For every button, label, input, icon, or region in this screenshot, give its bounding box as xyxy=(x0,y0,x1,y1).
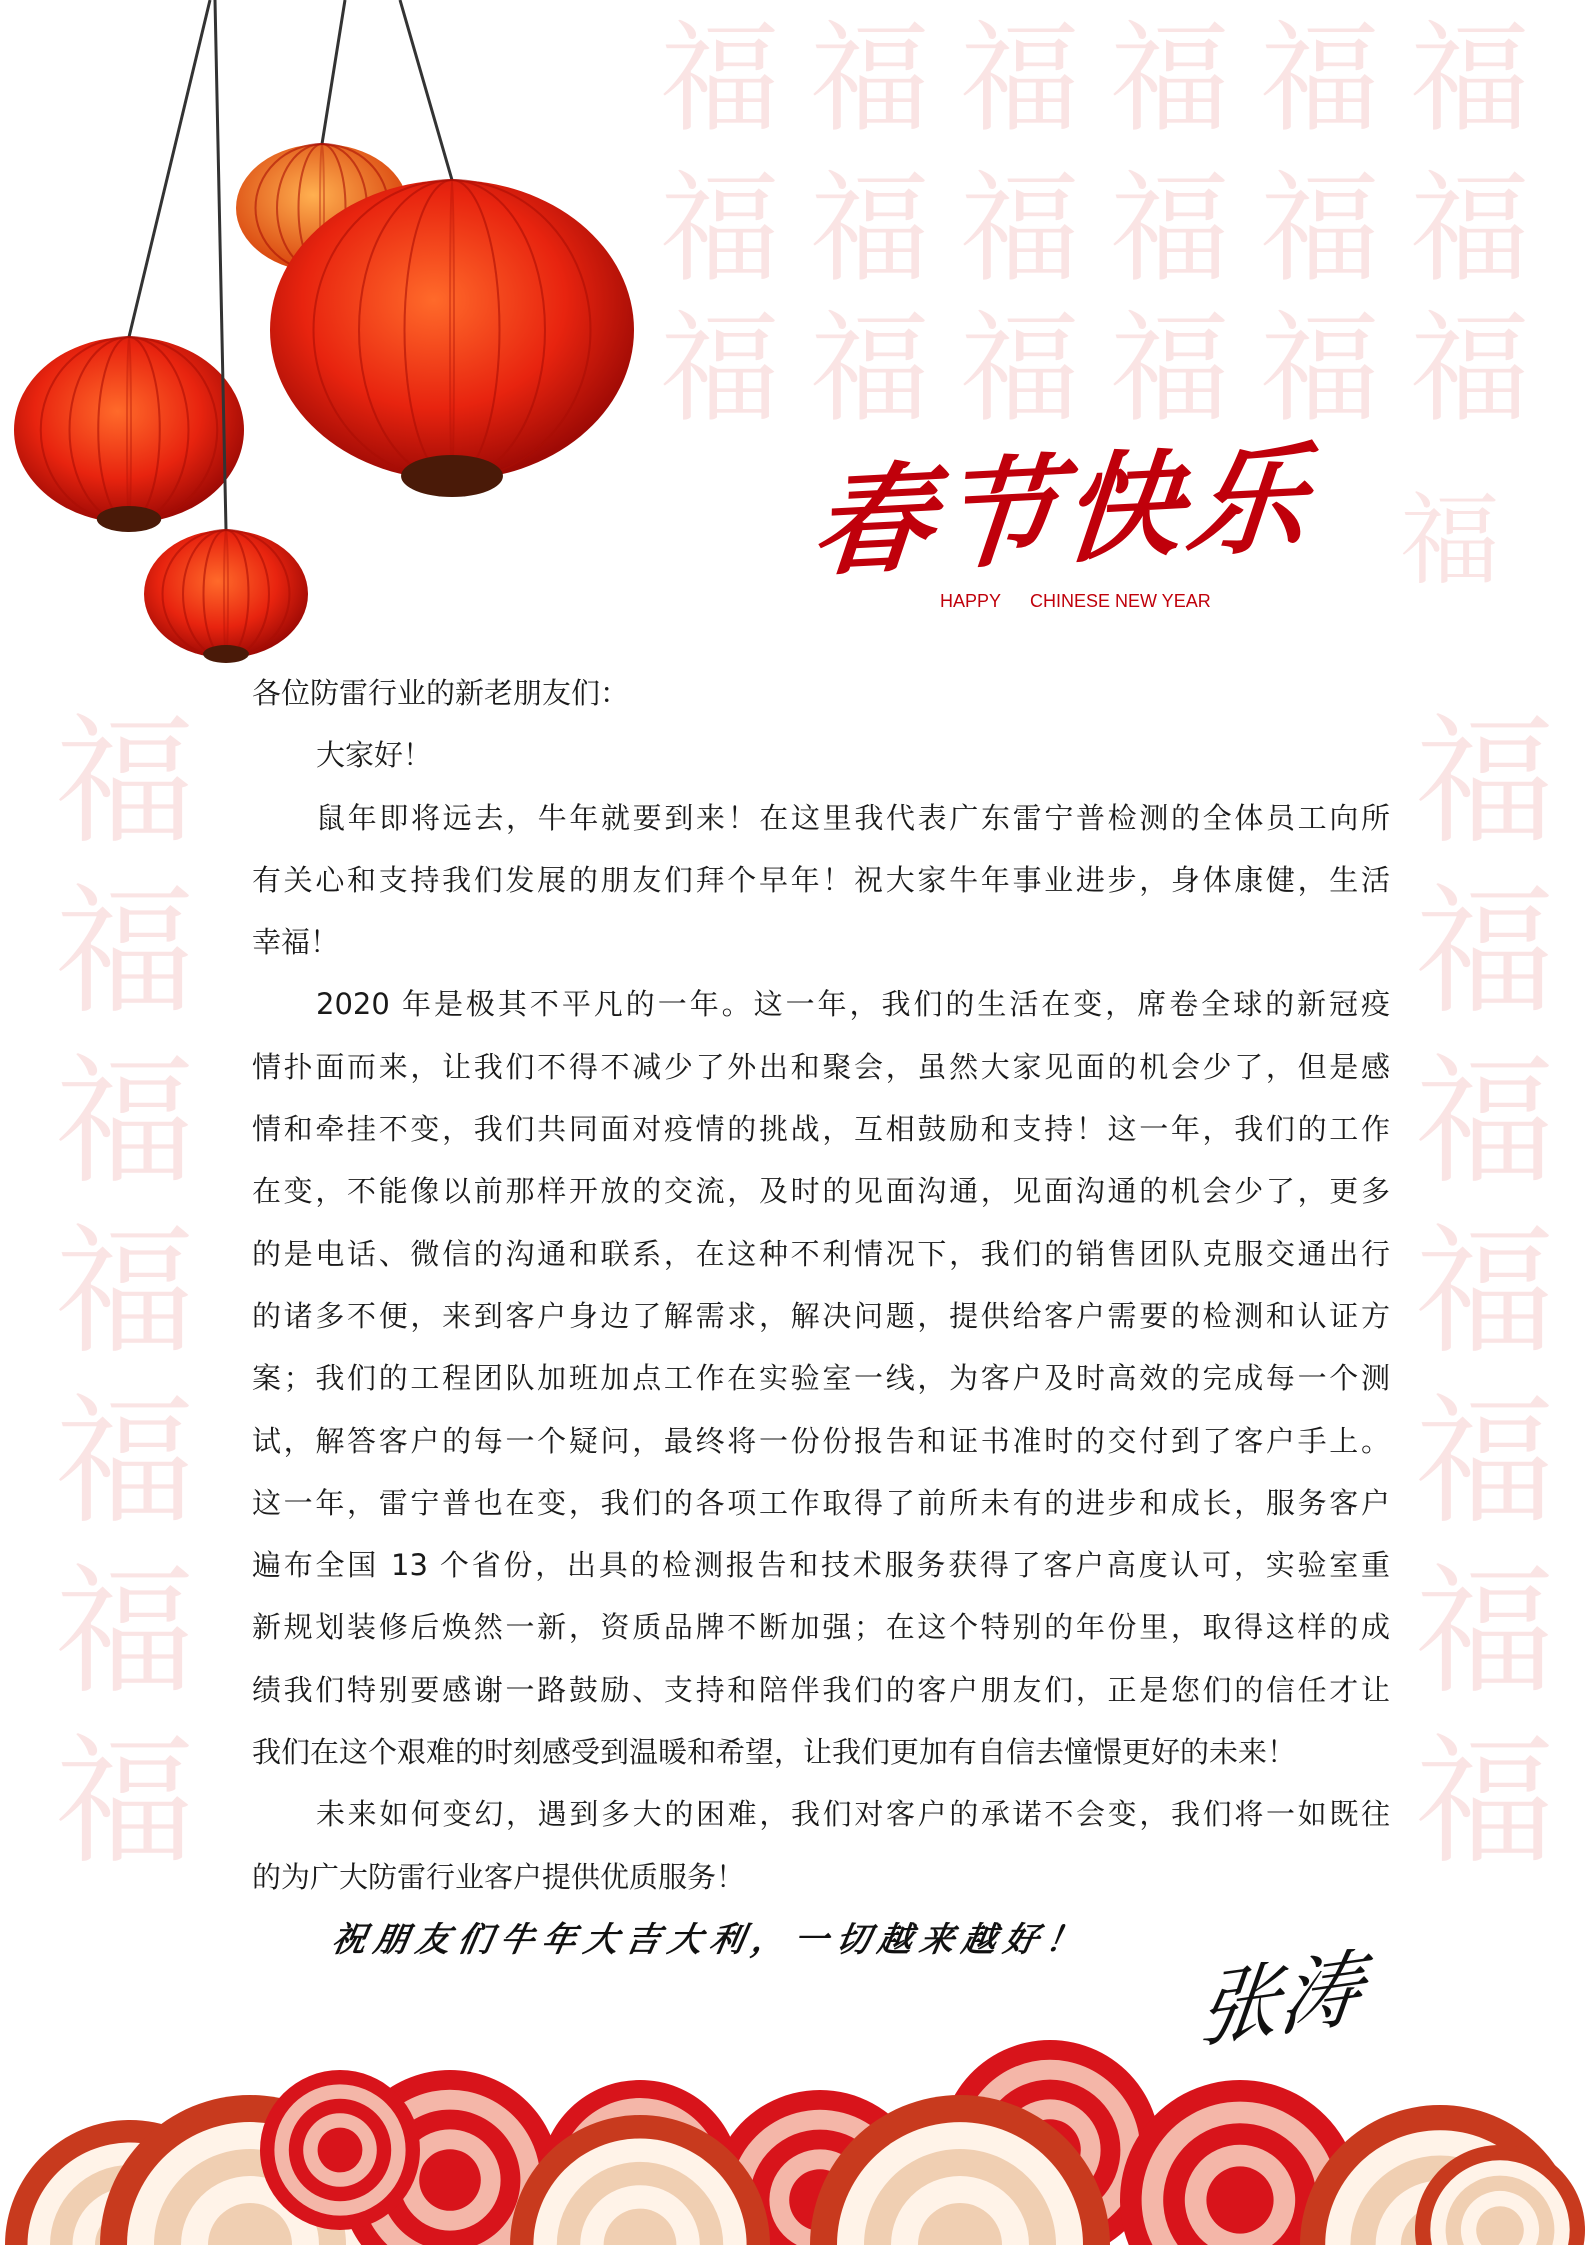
paragraph-3 xyxy=(252,1789,1390,1914)
fu-character: 福 xyxy=(1400,482,1500,599)
fu-character: 福 xyxy=(1110,300,1230,439)
paragraph-2 xyxy=(252,979,1390,1789)
fu-character: 福 xyxy=(1110,10,1230,149)
signature: 张涛 xyxy=(1192,1940,1368,2061)
letter-line: 鼠年即将远去，牛年就要到来！在这里我代表广东雷宁普检测的全体员工向所 xyxy=(316,800,1390,835)
letter-line: 的诸多不便，来到客户身边了解需求，解决问题，提供给客户需要的检测和认证方 xyxy=(252,1298,1390,1333)
fu-character: 福 xyxy=(1415,1381,1556,1544)
fu-character: 福 xyxy=(1410,10,1530,149)
auspicious-clouds-decoration xyxy=(0,2030,1587,2245)
greeting: 大家好！ xyxy=(316,738,433,773)
letter-line: 幸福！ xyxy=(252,925,340,960)
fu-character: 福 xyxy=(1410,160,1530,299)
subtitle-happy: HAPPY xyxy=(940,591,1002,611)
fu-character: 福 xyxy=(1415,701,1556,864)
letter-line: 在变，不能像以前那样开放的交流，及时的见面沟通，见面沟通的机会少了，更多 xyxy=(252,1174,1390,1209)
fu-character: 福 xyxy=(55,1381,196,1544)
fu-character: 福 xyxy=(960,10,1080,149)
fu-character: 福 xyxy=(55,1211,196,1374)
letter-line: 这一年，雷宁普也在变，我们的各项工作取得了前所未有的进步和成长，服务客户 xyxy=(252,1485,1390,1520)
fu-character: 福 xyxy=(960,300,1080,439)
letter-line: 绩我们特别要感谢一路鼓励、支持和陪伴我们的客户朋友们，正是您们的信任才让 xyxy=(252,1672,1390,1707)
letter-line: 未来如何变幻，遇到多大的困难，我们对客户的承诺不会变，我们将一如既往 xyxy=(316,1797,1390,1832)
fu-character: 福 xyxy=(810,160,930,299)
fu-character: 福 xyxy=(1415,871,1556,1034)
fu-character: 福 xyxy=(55,1041,196,1204)
letter-line: 遍布全国 13 个省份，出具的检测报告和技术服务获得了客户高度认可，实验室重 xyxy=(252,1548,1390,1583)
letter-line: 案；我们的工程团队加班加点工作在实验室一线，为客户及时高效的完成每一个测 xyxy=(252,1361,1390,1396)
closing-wish: 祝朋友们牛年大吉大利，一切越来越好！ xyxy=(328,1920,1092,1960)
letter-body xyxy=(252,668,1390,1914)
fu-character: 福 xyxy=(960,160,1080,299)
fu-character: 福 xyxy=(660,10,780,149)
fu-character: 福 xyxy=(1415,1721,1556,1884)
letter-line: 2020 年是极其不平凡的一年。这一年，我们的生活在变，席卷全球的新冠疫 xyxy=(316,987,1390,1022)
fu-character: 福 xyxy=(55,1721,196,1884)
fu-character: 福 xyxy=(1260,300,1380,439)
fu-character: 福 xyxy=(810,10,930,149)
letter-line: 的为广大防雷行业客户提供优质服务！ xyxy=(252,1859,746,1894)
fu-character: 福 xyxy=(660,300,780,439)
fu-character: 福 xyxy=(1260,10,1380,149)
fu-character: 福 xyxy=(1415,1551,1556,1714)
fu-character: 福 xyxy=(810,300,930,439)
fu-character: 福 xyxy=(1410,300,1530,439)
salutation: 各位防雷行业的新老朋友们： xyxy=(252,676,630,710)
fu-character: 福 xyxy=(1415,1041,1556,1204)
paragraph-1 xyxy=(252,793,1390,980)
letter-line: 的是电话、微信的沟通和联系，在这种不利情况下，我们的销售团队克服交通出行 xyxy=(252,1236,1390,1271)
fu-character: 福 xyxy=(1110,160,1230,299)
subtitle-chinese-new-year: CHINESE NEW YEAR xyxy=(1030,591,1211,611)
letter-line: 有关心和支持我们发展的朋友们拜个早年！祝大家牛年事业进步，身体康健，生活 xyxy=(252,862,1390,897)
lantern-icon xyxy=(270,0,634,497)
fu-character: 福 xyxy=(55,871,196,1034)
letter-line: 情和牵挂不变，我们共同面对疫情的挑战，互相鼓励和支持！这一年，我们的工作 xyxy=(252,1112,1390,1147)
letter-line: 我们在这个艰难的时刻感受到温暖和希望，让我们更加有自信去憧憬更好的未来！ xyxy=(252,1735,1297,1770)
fu-character: 福 xyxy=(55,701,196,864)
letter-line: 新规划装修后焕然一新，资质品牌不断加强；在这个特别的年份里，取得这样的成 xyxy=(252,1610,1390,1645)
fu-character: 福 xyxy=(55,1551,196,1714)
fu-character: 福 xyxy=(660,160,780,299)
cloud-swirl xyxy=(260,2070,420,2230)
fu-character: 福 xyxy=(1415,1211,1556,1374)
lanterns xyxy=(14,0,634,663)
fu-character: 福 xyxy=(1260,160,1380,299)
letter-line: 试，解答客户的每一个疑问，最终将一份份报告和证书准时的交付到了客户手上。 xyxy=(252,1423,1390,1458)
lantern-icon xyxy=(14,0,244,532)
letter-line: 情扑面而来，让我们不得不减少了外出和聚会，虽然大家见面的机会少了，但是感 xyxy=(252,1049,1390,1084)
page-title: 春节快乐 xyxy=(807,428,1319,593)
